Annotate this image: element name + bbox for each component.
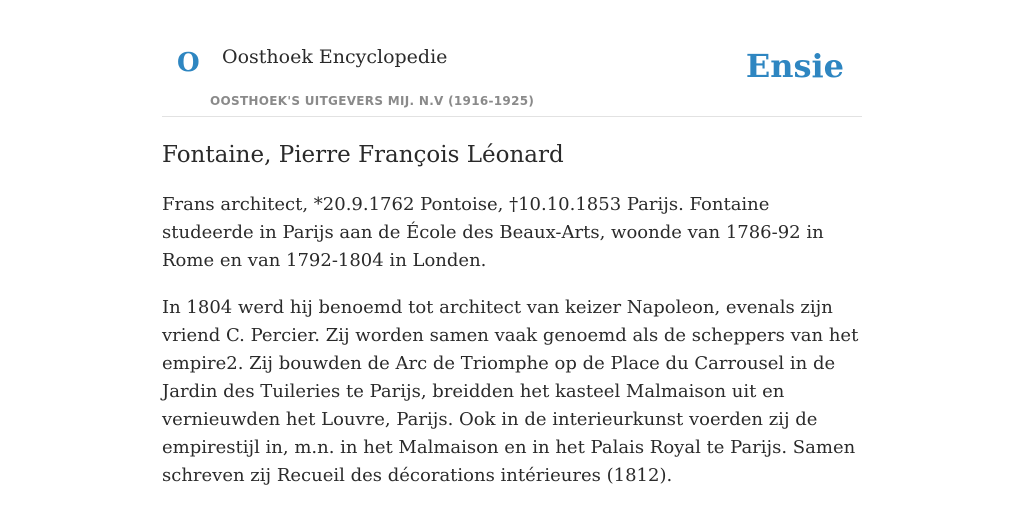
brand-logo[interactable]: Ensie xyxy=(745,47,844,85)
entry-paragraph-2: In 1804 werd hij benoemd tot architect van keizer Napoleon, evenals zijn vriend C. Percier. Zij worden samen vaak genoemd als de scheppers van het empire2. Zij bouwden de Arc de Triomphe op de Place du Carrousel in de Jardin des Tuileries te Parijs, breidden het kasteel Malmaison uit en vernieuwden het Louvre, Parijs. Ook in de interieurkunst voerden zij de empirestijl in, m.n. in het Malmaison en in het Palais Royal te Parijs. Samen schreven zij Recueil des décorations intérieures (1812). xyxy=(162,296,859,486)
entry-title: Fontaine, Pierre François Léonard xyxy=(162,142,564,168)
source-subtitle: OOSTHOEK'S UITGEVERS MIJ. N.V (1916-1925) xyxy=(210,94,535,108)
source-logo[interactable]: O xyxy=(177,48,200,78)
header xyxy=(162,0,862,117)
source-title[interactable]: Oosthoek Encyclopedie xyxy=(222,46,448,68)
page xyxy=(162,0,862,490)
entry-paragraph-1: Frans architect, *20.9.1762 Pontoise, †10.10.1853 Parijs. Fontaine studeerde in Parijs aan de École des Beaux-Arts, woonde van 1786-92 in Rome en van 1792-1804 in Londen. xyxy=(162,193,824,271)
